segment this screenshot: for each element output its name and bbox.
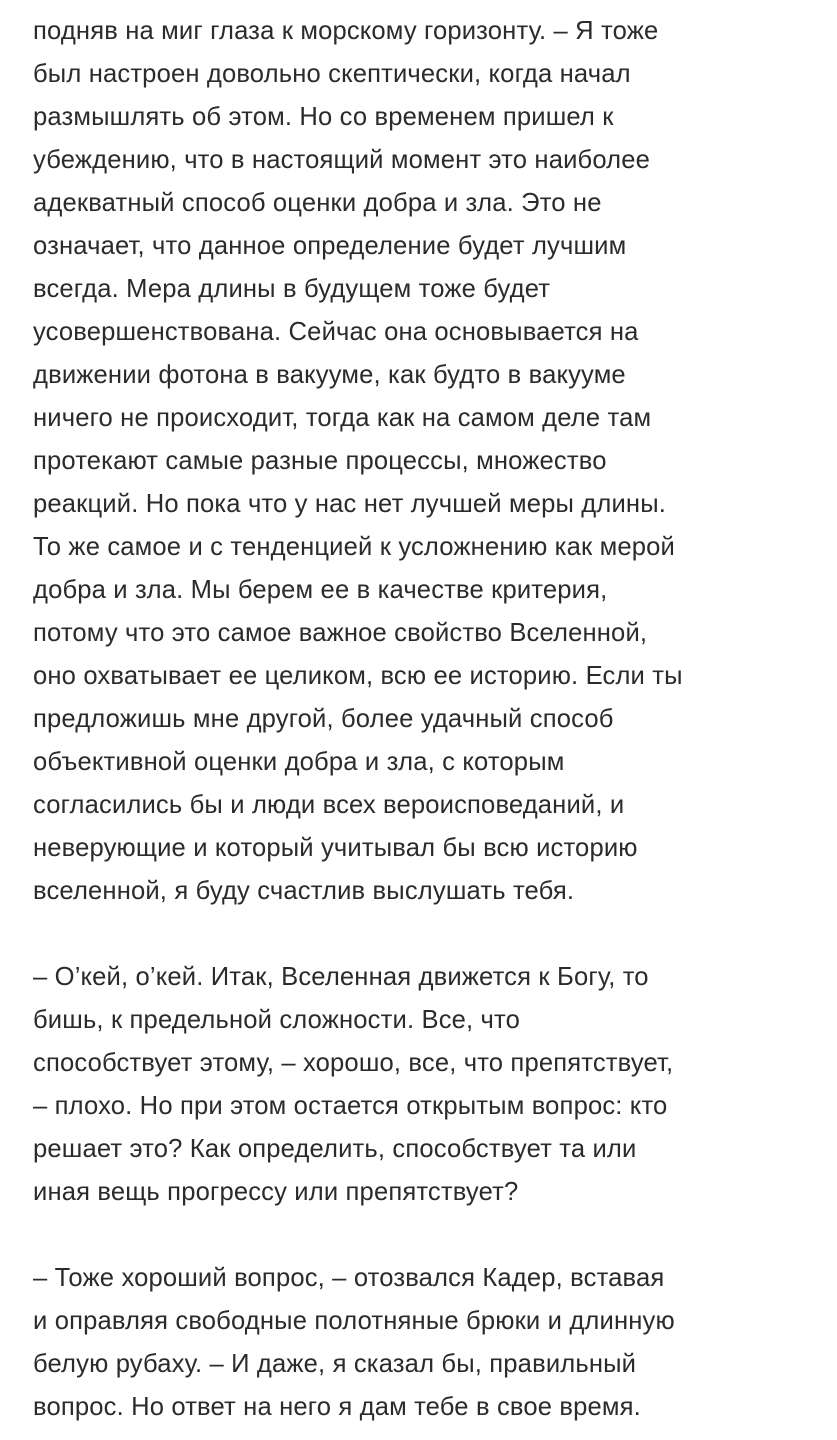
text-line: движении фотона в вакууме, как будто в вакууме: [33, 361, 626, 389]
paragraph-3: [33, 1257, 833, 1429]
article-text: [33, 10, 833, 1429]
text-line: добра и зла. Мы берем ее в качестве критерия,: [33, 576, 608, 604]
text-line: протекают самые разные процессы, множество: [33, 447, 607, 475]
text-line: убеждению, что в настоящий момент это наиболее: [33, 146, 651, 174]
text-line: способствует этому, – хорошо, все, что препятствует,: [33, 1049, 674, 1077]
text-line: вопрос. Но ответ на него я дам тебе в свое время.: [33, 1393, 641, 1421]
paragraph-gap: [33, 913, 833, 956]
text-line: иная вещь прогрессу или препятствует?: [33, 1178, 519, 1206]
paragraph-2: [33, 956, 833, 1214]
text-line: адекватный способ оценки добра и зла. Это не: [33, 189, 602, 217]
text-line: и оправляя свободные полотняные брюки и длинную: [33, 1307, 675, 1335]
text-line: размышлять об этом. Но со временем пришел к: [33, 103, 614, 131]
text-line: – О’кей, о’кей. Итак, Вселенная движется к Богу, то: [33, 963, 649, 991]
text-line: предложишь мне другой, более удачный способ: [33, 705, 614, 733]
text-line: неверующие и который учитывал бы всю историю: [33, 834, 638, 862]
text-line: белую рубаху. – И даже, я сказал бы, правильный: [33, 1350, 637, 1378]
text-line: решает это? Как определить, способствует та или: [33, 1135, 637, 1163]
text-line: То же самое и с тенденцией к усложнению как мерой: [33, 533, 675, 561]
paragraph-1: [33, 10, 833, 913]
text-line: ничего не происходит, тогда как на самом деле там: [33, 404, 652, 432]
text-line: – Тоже хороший вопрос, – отозвался Кадер, вставая: [33, 1264, 665, 1292]
text-line: потому что это самое важное свойство Вселенной,: [33, 619, 648, 647]
text-line: был настроен довольно скептически, когда начал: [33, 60, 631, 88]
paragraph-gap: [33, 1214, 833, 1257]
text-line: вселенной, я буду счастлив выслушать тебя.: [33, 877, 575, 905]
text-line: оно охватывает ее целиком, всю ее историю. Если ты: [33, 662, 683, 690]
text-line: бишь, к предельной сложности. Все, что: [33, 1006, 520, 1034]
text-line: – плохо. Но при этом остается открытым вопрос: кто: [33, 1092, 668, 1120]
text-line: реакций. Но пока что у нас нет лучшей меры длины.: [33, 490, 667, 518]
text-line: усовершенствована. Сейчас она основывается на: [33, 318, 639, 346]
text-line: согласились бы и люди всех вероисповеданий, и: [33, 791, 625, 819]
text-line: объективной оценки добра и зла, с которым: [33, 748, 565, 776]
text-line: означает, что данное определение будет лучшим: [33, 232, 627, 260]
text-line: подняв на миг глаза к морскому горизонту. – Я тоже: [33, 17, 659, 45]
text-line: всегда. Мера длины в будущем тоже будет: [33, 275, 551, 303]
